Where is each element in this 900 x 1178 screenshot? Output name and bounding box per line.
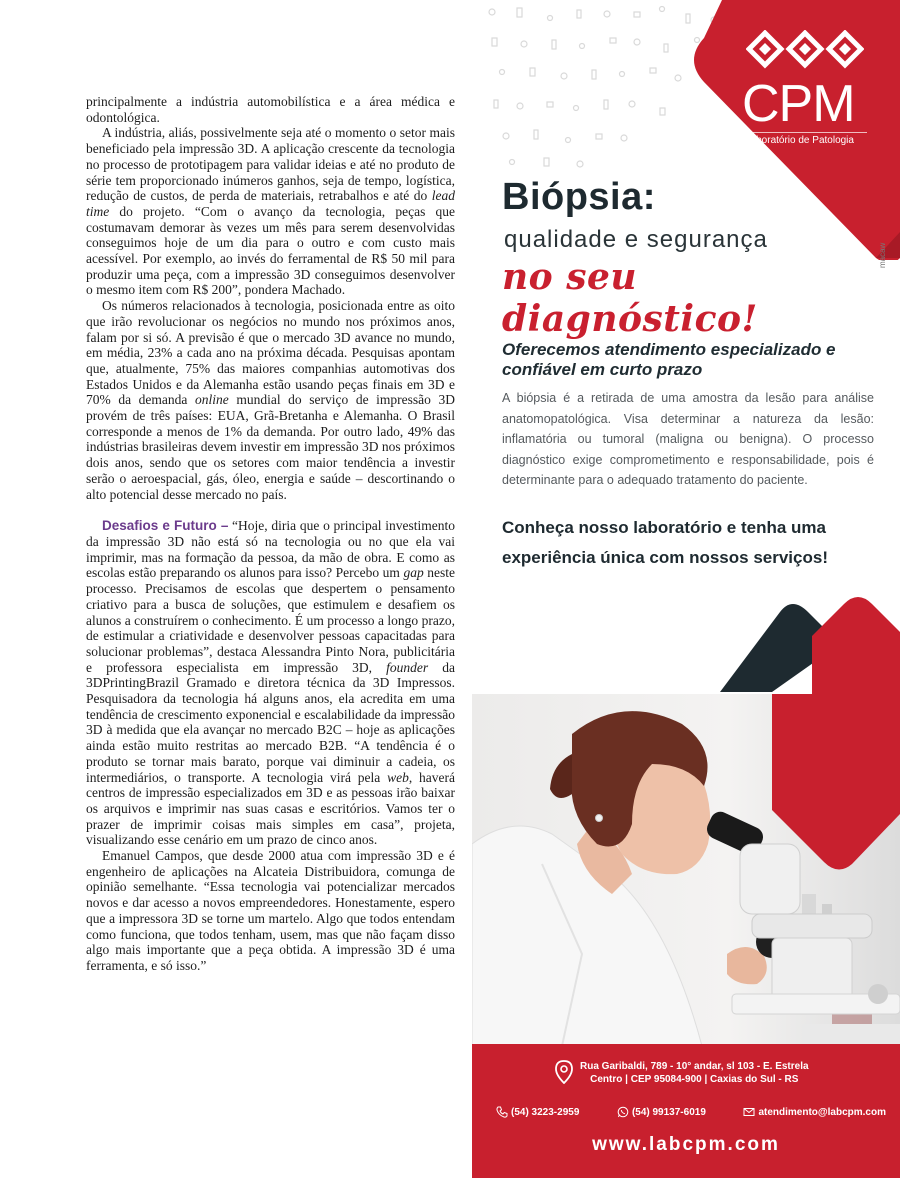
location-pin-icon (554, 1060, 574, 1084)
article-paragraph: A indústria, aliás, possivelmente seja até o momento o setor mais beneficiado pela impressão 3D. A aplicação crescente da tecnologia no processo de prototipagem para validar ideias e até no produto de série tem proporcionado inúmeros ganhos, seja de tempo, logística, redução de custos, de perda de materiais, retrabalhos e até do lead time do projeto. “Com o avanço da tecnologia, peças que costumavam demorar às vezes um mês para serem desenvolvidas conseguimos hoje de um dia para o outro e com custo mais acessível. Por exemplo, ao invés do ferramental de R$ 50 mil para produzir uma peça, com a impressão 3D conseguimos desenvolver o mesmo item com R$ 200”, pondera Machado. (86, 125, 455, 298)
phone-icon (496, 1106, 508, 1118)
ad-footer (472, 1044, 900, 1178)
article-paragraph: principalmente a indústria automobilística e a área médica e odontológica. (86, 94, 455, 125)
whatsapp-contact[interactable]: (54) 99137-6019 (617, 1106, 706, 1118)
call-to-action: Conheça nosso laboratório e tenha uma experiência única com nossos serviços! (502, 518, 828, 567)
ad-headline: Biópsia: (502, 176, 656, 218)
cpm-diamond-logo-icon (746, 30, 864, 72)
agency-credit: macaw (878, 242, 887, 268)
offer-description: A biópsia é a retirada de uma amostra da lesão para análise anatomopatológica. Visa determinar a natureza da lesão: inflamatória ou tumoral (maligna ou benigna). O processo diagnóstico exige comprometimento e responsabilidade, pois é determinante para o adequado tratamento do paciente. (502, 391, 874, 487)
scientist-microscope-photo (472, 694, 900, 1046)
article-paragraph: Os números relacionados à tecnologia, posicionada entre as oito que irão revolucionar os negócios no mundo nos próximos anos, falam por si só. A previsão é que o mercado 3D avance no mundo, em média, 23% a cada ano na próxima década. Pesquisas apontam que, atualmente, 75% das maiores companhias automotivas dos Estados Unidos e da Alemanha estão usando peças finais em 3D e 70% da demanda online mundial do serviço de impressão 3D provém de três países: EUA, Grã-Bretanha e Alemanha. O Brasil corresponde a menos de 1% da demanda. Por outro lado, 49% das indústrias brasileiras devem investir em impressão 3D nos próximos dois anos, sendo que os setores com maior tendência a investir serão o aeroespacial, gás, óleo, energia e saúde – descortinando o alto potencial desse mercado no país. (86, 298, 455, 502)
email-icon (743, 1106, 755, 1118)
address-block (554, 1060, 809, 1086)
article-body (86, 94, 455, 974)
ad-script-tagline: no seu diagnóstico! (502, 256, 758, 340)
cpm-logo (742, 30, 872, 146)
address-text: Rua Garibaldi, 789 - 10° andar, sl 103 - E. Estrela Centro | CEP 95084-900 | Caxias do Sul - RS (580, 1061, 809, 1085)
phone-contact[interactable]: (54) 3223-2959 (496, 1106, 579, 1118)
contact-row (496, 1106, 886, 1118)
logo-wordmark: CPM (742, 75, 855, 133)
website-link[interactable]: www.labcpm.com (592, 1134, 780, 1155)
cpm-advertisement (472, 0, 900, 1178)
offer-title: Oferecemos atendimento especializado e confiável em curto prazo (502, 340, 836, 379)
whatsapp-icon (617, 1106, 629, 1118)
logo-subtitle: Laboratório de Patologia (745, 132, 867, 146)
article-paragraph: Emanuel Campos, que desde 2000 atua com impressão 3D e é engenheiro de aplicações na Alcateia Distribuidora, comunga de opinião semelhante. “Essa tecnologia vai potencializar mercados novos e dar acesso a novos empreendedores. Honestamente, espero que a impressora 3D se torne um martelo. Algo que todos entendam como funciona, que todos tenham, usem, mas que não façam disso algo mais importante que a peça obtida. A impressão 3D é uma ferramenta, e só isso.” (86, 848, 455, 973)
section-subheading: Desafios e Futuro – (102, 518, 229, 534)
ad-subheadline: qualidade e segurança (504, 226, 768, 253)
article-paragraph: Desafios e Futuro – “Hoje, diria que o principal investimento da impressão 3D não está só na tecnologia ou no que ela vai imprimir, mas na formação da pessoa, da mão de obra. E como as escolas estão preparando os alunos para isso? Percebo um gap neste processo. Precisamos de escolas que despertem o pensamento criativo para a busca de soluções, que estimulem e desafiem os alunos a construírem o conhecimento. É um processo a longo prazo, de estimular a criatividade e desenvolver pessoas capacitadas para solucionar problemas”, destaca Alessandra Pinto Nora, publicitária e professora especialista em impressão 3D, founder da 3DPrintingBrazil Gramado e diretora técnica da 3D Impressos. Pesquisadora da tecnologia há alguns anos, ela acredita em uma tendência de crescimento exponencial e escalabilidade da impressão 3D à medida que ela avançar no mercado B2C – hoje as aplicações ainda estão muito restritas ao mercado B2B. “A tendência é o produto se tornar mais barato, porque vai diminuir a cadeia, os intermediários, o transporte. A tecnologia virá pela web, haverá centros de impressão especializados em 3D e as pessoas irão baixar os arquivos e imprimir nas suas casas e escritórios. Vamos ter o prazer de imprimir coisas mais simples em casa”, projeta, visualizando esse cenário em um prazo de cinco anos. (86, 518, 455, 848)
email-contact[interactable]: atendimento@labcpm.com (743, 1106, 886, 1118)
